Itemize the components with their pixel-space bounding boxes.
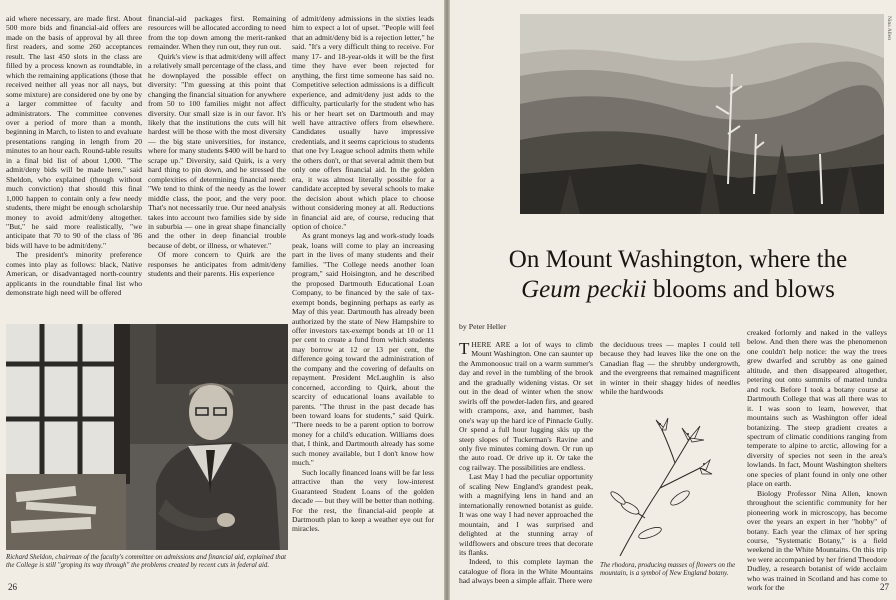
photo-credit: Nina Allen (886, 16, 892, 40)
left-page (0, 0, 444, 600)
paragraph: Biology Professor Nina Allen, known throughout the scientific community for her pioneering work in microscopy, has become over the years an expert in her "hobby" of botany. Each year the climax of her spring course, "Systematic Botany," is a field weekend in the White Mountains. On this trip we were accompanied by her friend Theodore Dudley, a research botanist of wide acclaim who was trained in Scotland and has come to work for the (747, 488, 887, 593)
headline-line-2 (472, 275, 884, 305)
right-column-1 (459, 339, 593, 586)
paragraph: Indeed, to this complete layman the catalogue of flora in the White Mountains had always been a simple affair. There were (459, 557, 593, 586)
paragraph: Of more concern to Quirk are the responses he anticipates from admit/deny students and their parents. His experience (148, 250, 286, 279)
paragraph: Last May I had the peculiar opportunity of scaling New England's grandest peak, with a magnifying lens in hand and an internationally renowned botanist as guide. It was one way I had never approached the mountain, and I was surprised and delighted at the stunning array of wildflowers and obscure trees that decorate its flanks. (459, 472, 593, 557)
paragraph: aid where necessary, are made first. About 500 more bids and financial-aid offers are made on the basis of approval by all three first readers, and some 260 acceptances result. The last 450 slots in the class are filled by a process known as roundtable, in which the remaining applications (those that received neither all yeas nor all nays, but some mixture) are considered one by one by a larger committee of faculty and administrators. The committee convenes over a period of more than a month, beginning in March, to listen to and evaluate presentations ranging in length from 20 minutes to an hour each. Round-table results in a final bid list of about 1,000. "The admit/deny bids will be made here," said Sheldon, who explained (though without much conviction) that should this final 1,000 happen to contain only a few needy students, there might be enough scholarship money to avoid admit/deny altogether. "But," he said more realistically, "we anticipate that 70 to 90 of the class of '86 bids will have to be admit/deny." (6, 14, 142, 250)
headline-line-2-rest: blooms and blows (646, 275, 835, 303)
drop-cap: T (459, 339, 470, 358)
portrait-photo (6, 324, 288, 550)
paragraph-first (459, 340, 593, 472)
rhodora-illustration (600, 408, 740, 558)
paragraph: financial-aid packages first. Remaining resources will be allocated according to need from the top down among the merit-ranked remainder. When they run out, they run out. (148, 14, 286, 52)
mountain-photo (520, 14, 884, 214)
paragraph: of admit/deny admissions in the sixties leads him to expect a lot of upset. "People will feel that an admit/deny bid is a rejection letter," he said. "It's a very difficult thing to receive. For many 17- and 18-year-olds it will be the first time they have ever been rejected for anything, the first time someone has said no. Competitive selection admissions is a difficult experience, and admit/deny just adds to the difficulty, particularly for the student who has his or her heart set on Dartmouth and may well have attractive offers from elsewhere. Candidates usually have impressive credentials, and it seems capricious to students that one Ivy League school admits them while the others don't, or that several admit them but only one offers financial aid. In the golden era, it was almost literally possible for a candidate accepted by several schools to make the decision about which place to choose without considering money at all. Reductions in financial aid are, of course, reducing that option of choice." (292, 14, 434, 231)
paragraph: creaked forlornly and naked in the valleys below. And then there was the phenomenon one couldn't help notice: the way the trees grew dwarfed and scrubby as one gained altitude, and then disappeared altogether, petering out onto summits of matted tundra and rock. Before I took a botany course at Dartmouth College that was all there was to it. I was soon to learn, however, that mountains such as Washington offer ideal botanizing. The steep gradient creates a spectrum of climatic conditions ranging from temperate to alpine to arctic, allowing for a diversity of species not seen in the area's lowlands. In fact, Mount Washington shelters one species of plant found in only one other place on earth. (747, 328, 887, 489)
right-page (450, 0, 896, 600)
right-column-2 (600, 340, 740, 398)
byline: by Peter Heller (459, 322, 507, 331)
paragraph: the deciduous trees — maples I could tell because they had leaves like the one on the Canadian flag — the shrubby undergrowth, and the evergreens that remained magnificent in winter in their shaggy hides of needles while the hardwoods (600, 340, 740, 397)
left-column-3 (292, 14, 434, 580)
paragraph: Quirk's view is that admit/deny will affect a relatively small percentage of the class, and he downplayed the possible effect on diversity: "I'm guessing at this point that changing the financial situation for anywhere from 50 to 100 families might not affect diversity. Our small size is in our favor. It's likely that the institutions the cuts will hit hardest will be those with the most diversity — the big state universities, for instance, where for many students $400 will be hard to scrape up." Diversity, said Quirk, is a very hard thing to pin down, and he stressed the complexities of determining financial need: "We tend to think of the needy as the lower middle class, the poor, and the very poor. That's not necessarily true. Our need analysis takes into account two families side by side in suburbia — one in great shape financially and the other in deep financial trouble because of debt, or illness, or whatever." (148, 51, 286, 250)
page-number-right: 27 (880, 582, 889, 592)
paragraph: As grant moneys lag and work-study loads peak, loans will come to play an increasing part in the lives of many students and their families. "The College needs another loan program," said Hoisington, and he described the proposed Dartmouth Educational Loan Company, to be financed by the sale of tax-exempt bonds, beginning perhaps as early as May of this year. Dartmouth has already been authorized by the state of New Hampshire to offer investors tax-exempt bonds at 10 or 11 per cent to create a fund from which students may borrow at 12 or 13 per cent, the difference going toward the administration of the company and the covering of defaults on repayment. President McLaughlin is also concerned, according to Quirk, about the scarcity of educational loans available to parents. "The thrust in the past decade has been toward loans for students," said Quirk. "There needs to be a parent option to borrow money for a child's education. Williams does that, I think, and Dartmouth already has some such money available, but I don't know how much." (292, 231, 434, 468)
portrait-caption: Richard Sheldon, chairman of the faculty's committee on admissions and financial aid, explained that the College is still "groping its way through" the problems created by recent cuts in federal aid. (6, 554, 287, 570)
headline-italic: Geum peckii (521, 275, 647, 303)
right-column-3 (747, 328, 887, 598)
page-number-left: 26 (8, 582, 17, 592)
rhodora-drawing (600, 408, 740, 558)
paragraph: The president's minority preference comes into play as follows: black, Native American, or disadvantaged north-country applicants in the roundtable final list who demonstrate high need will be offered (6, 250, 142, 298)
rhodora-caption: The rhodora, producing masses of flowers on the mountain, is a symbol of New England botany. (600, 562, 736, 578)
article-headline (472, 245, 884, 305)
paragraph-text: HERE ARE a lot of ways to climb Mount Washington. One can saunter up the Ammonoosuc trail on a warm summer's day and revel in the tumbling of the brook and the gradually widening vistas. Or set out in the dead of winter when the snow swirls off the powder-laden firs, and geared with crampons, axe, and hammer, bash one's way up the hard ice of Pinnacle Gully. Or spend a full hour lugging skis up the steep slopes of Tuckerman's Ravine and only five minutes coming down. Or run up the auto road. Or drive up it. Or take the cog railway. The possibilities are endless. (459, 340, 593, 472)
mountain-photo-image (520, 14, 884, 214)
headline-line-1: On Mount Washington, where the (508, 245, 848, 273)
left-column-2 (148, 14, 286, 302)
paragraph: Such locally financed loans will be far less attractive than the very low-interest Guaranteed Student Loans of the golden decade — but they will be better than nothing. For the rest, the financial-aid people at Dartmouth plan to keep a weather eye out for miracles. (292, 467, 434, 534)
left-column-1 (6, 14, 142, 302)
portrait-photo-image (6, 324, 288, 550)
